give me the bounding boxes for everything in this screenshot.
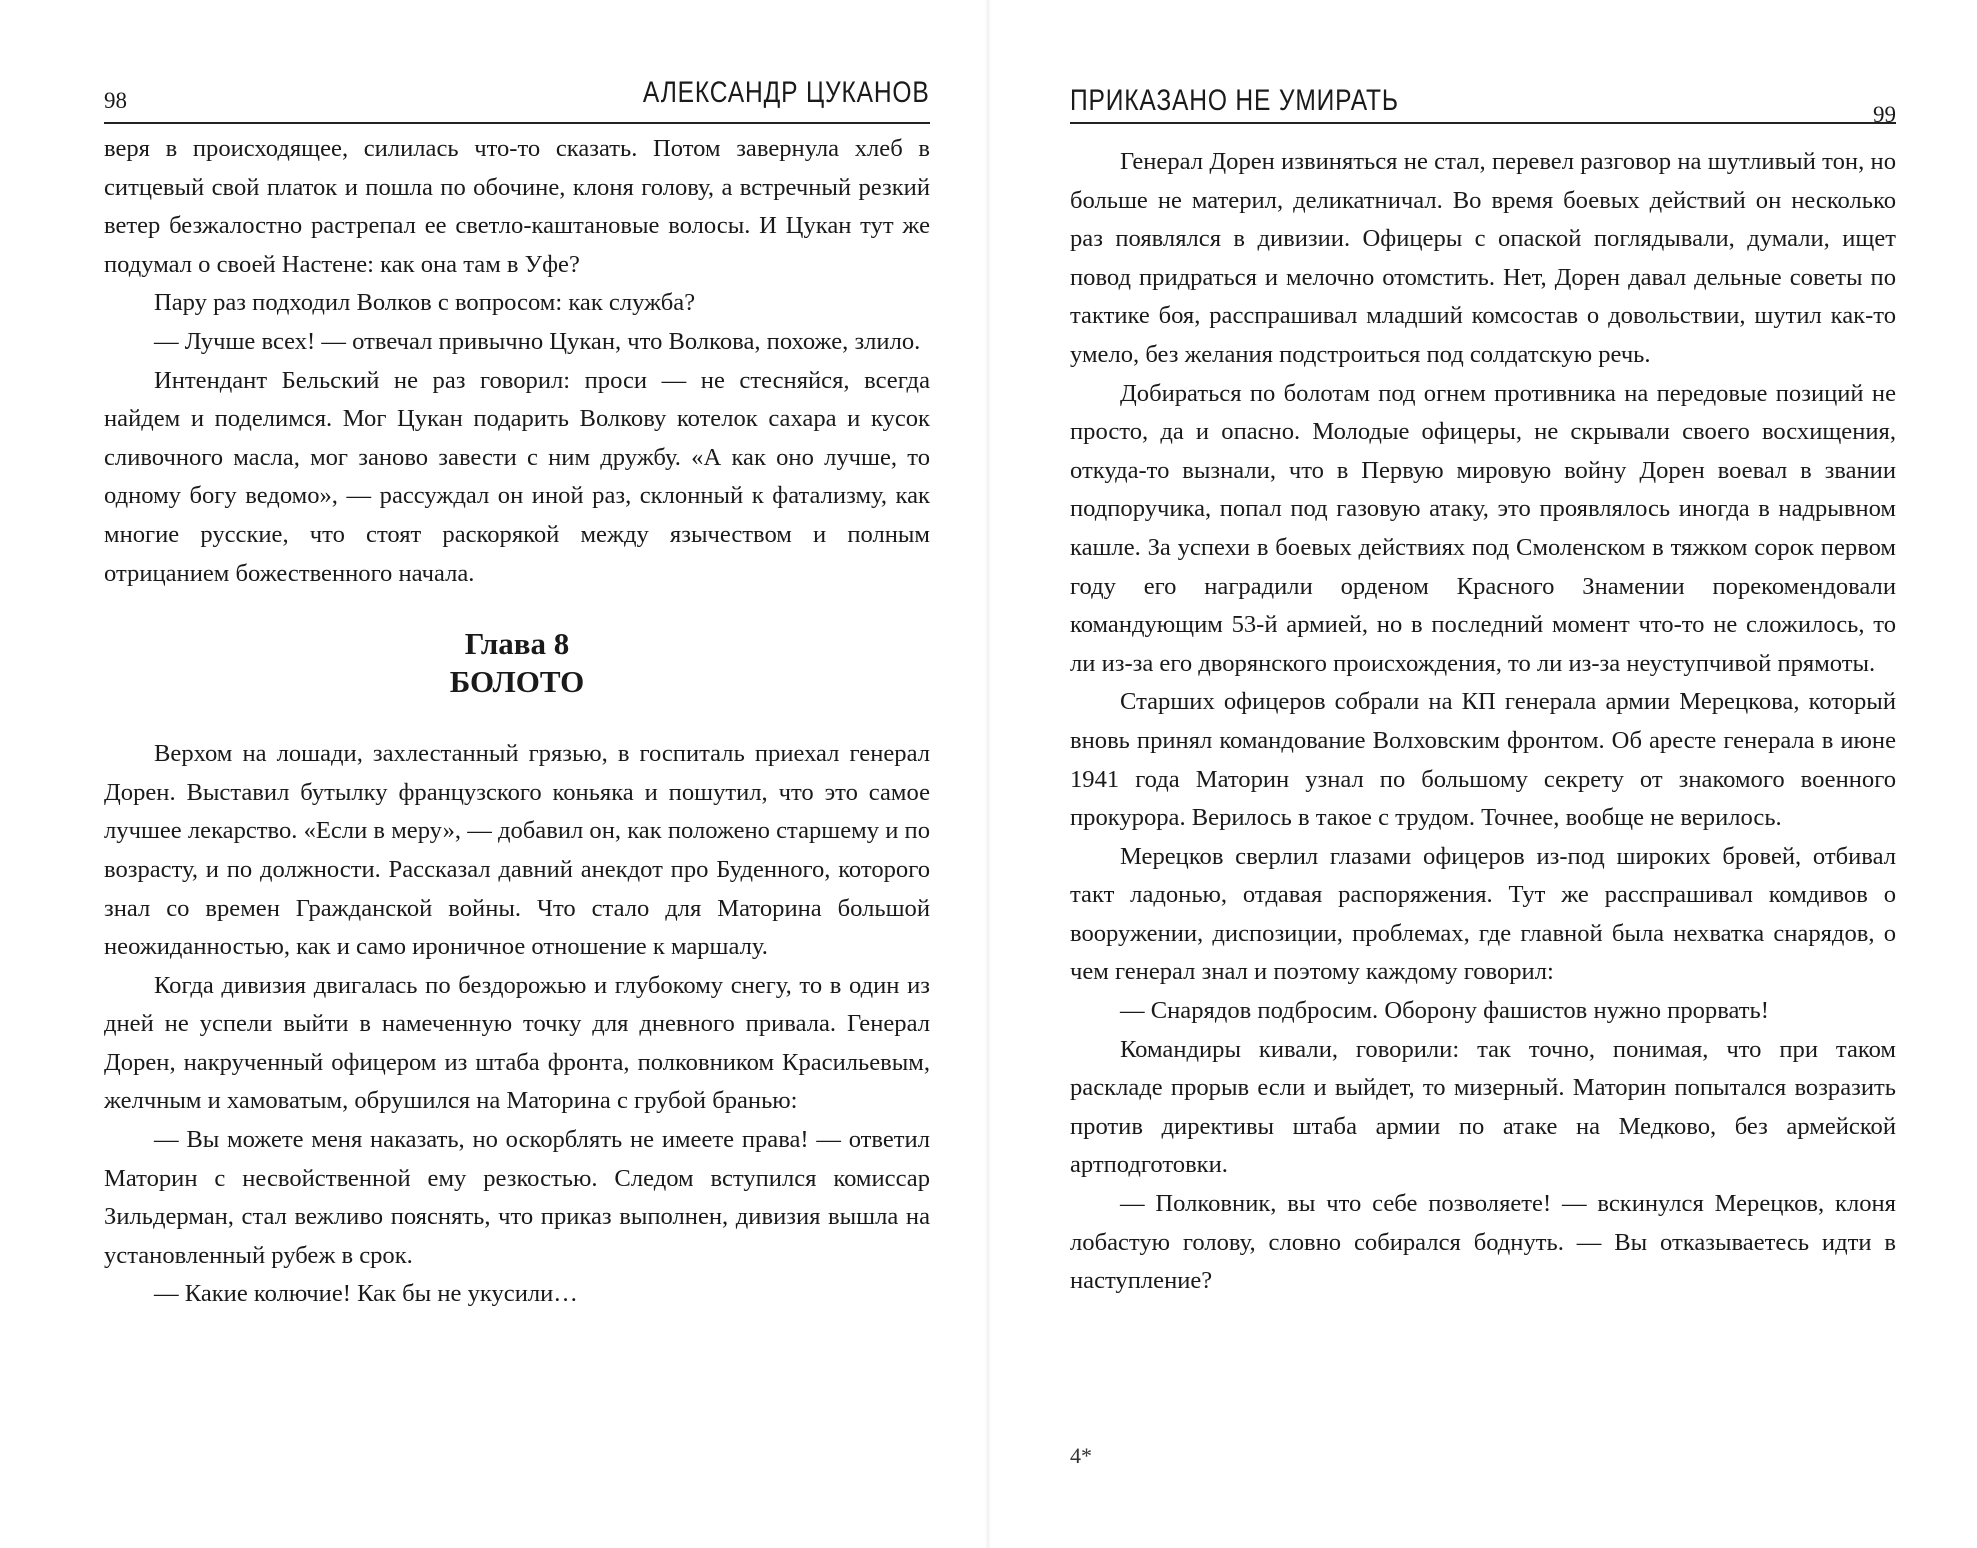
paragraph: Интендант Бельский не раз говорил: проси — не стесняйся, всегда найдем и поделимся. Мог Цукан подарить Волкову котелок сахара и кусок сливочного масла, мог заново завести с ним дружбу. «А как оно лучше, то одному богу ведомо», — рассуждал он иной раз, склонный к фатализму, как многие русские, что стоят раскорякой между язычеством и полным отрицанием божественного начала. (104, 366, 930, 587)
right-running-title: ПРИКАЗАНО НЕ УМИРАТЬ (1070, 84, 1399, 117)
chapter-number: Глава 8 (464, 626, 570, 662)
right-page (988, 0, 1977, 1548)
paragraph: Мерецков сверлил глазами офицеров из-под широких бровей, отбивал такт ладонью, отдавая распоряжения. Тут же расспрашивал комдивов о вооружении, диспозиции, проблемах, где главной была нехватка снарядов, о чем генерал знал и поэтому каждому говорил: (1070, 842, 1896, 986)
right-page-header (1070, 78, 1896, 127)
paragraph: — Лучше всех! — отвечал привычно Цукан, что Волкова, похоже, злило. (154, 327, 921, 355)
chapter-title: БОЛОТО (449, 664, 585, 700)
left-page-header (104, 78, 930, 124)
left-running-title: АЛЕКСАНДР ЦУКАНОВ (643, 76, 930, 109)
paragraph: Добираться по болотам под огнем противника на передовые позиций не просто, да и опасно. Молодые офицеры, не скрывали своего восхищения, откуда-то вызнали, что в Первую мировую войну Дорен воевал в звании подпоручика, попал под газовую атаку, это проявлялось иногда в надрывном кашле. За успехи в боевых действиях под Смоленском в тяжком сорок первом году его наградили орденом Красного Знамении порекомендовали командующим 53-й армией, но в последний момент что-то не сложилось, то ли из-за его дворянского происхождения, то ли из-за неуступчивой прямоты. (1070, 379, 1896, 677)
left-page-number: 98 (104, 88, 127, 113)
paragraph: — Снарядов подбросим. Оборону фашистов нужно прорвать! (1120, 997, 1769, 1025)
signature-mark: 4* (1070, 1443, 1092, 1468)
right-page-body (1070, 143, 1896, 1301)
right-page-number: 99 (1873, 102, 1896, 127)
paragraph: — Какие колючие! Как бы не укусили… (154, 1280, 578, 1308)
paragraph: Когда дивизия двигалась по бездорожью и глубокому снегу, то в один из дней не успели выйти в намеченную точку для дневного привала. Генерал Дорен, накрученный офицером из штаба фронта, полковником Красильевым, желчным и хамоватым, обрушился на Маторина с грубой бранью: (104, 971, 930, 1115)
paragraph: Командиры кивали, говорили: так точно, понимая, что при таком раскладе прорыв если и выйдет, то мизерный. Маторин попытался возразить против директивы штаба армии по атаке на Медково, без армейской артподготовки. (1070, 1035, 1896, 1179)
paragraph: — Полковник, вы что себе позволяете! — вскинулся Мерецков, клоня лобастую голову, словно собирался боднуть. — Вы отказываетесь идти в наступление? (1070, 1190, 1896, 1295)
paragraph: Генерал Дорен извиняться не стал, перевел разговор на шутливый тон, но больше не материл, деликатничал. Во время боевых действий он несколько раз появлялся в дивизии. Офицеры с опаской поглядывали, думали, ищет повод придраться и мелочно отомстить. Нет, Дорен давал дельные советы по тактике боя, расспрашивал младший комсостав о довольствии, шутил как-то умело, без желания подстроиться под солдатскую речь. (1070, 148, 1896, 368)
paragraph: Старших офицеров собрали на КП генерала армии Мерецкова, который вновь принял командование Волховским фронтом. Об аресте генерала в июне 1941 года Маторин узнал по большому секрету от знакомого военного прокурора. Верилось в такое с трудом. Точнее, вообще не верилось. (1070, 688, 1896, 832)
paragraph: Пару раз подходил Волков с вопросом: как служба? (154, 289, 696, 317)
paragraph: — Вы можете меня наказать, но оскорблять не имеете права! — ответил Маторин с несвойственной ему резкостью. Следом вступился комиссар Зильдерман, стал вежливо пояснять, что приказ выполнен, дивизия вышла на установленный рубеж в срок. (104, 1126, 930, 1269)
paragraph: Верхом на лошади, захлестанный грязью, в госпиталь приехал генерал Дорен. Выставил бутылку французского коньяка и пошутил, что это самое лучшее лекарство. «Если в меру», — добавил он, как положено старшему и по возрасту, и по должности. Рассказал давний анекдот про Буденного, которого знал со времен Гражданской войны. Что стало для Маторина большой неожиданностью, как и само ироничное отношение к маршалу. (104, 740, 930, 961)
left-page (0, 0, 988, 1548)
left-page-body (104, 130, 930, 1314)
paragraph: веря в происходящее, силилась что-то сказать. Потом завернула хлеб в ситцевый свой платок и пошла по обочине, клоня голову, а встречный резкий ветер безжалостно растрепал ее светло-каштановые волосы. И Цукан тут же подумал о своей Настене: как она там в Уфе? (104, 135, 930, 278)
chapter-heading (104, 625, 930, 701)
